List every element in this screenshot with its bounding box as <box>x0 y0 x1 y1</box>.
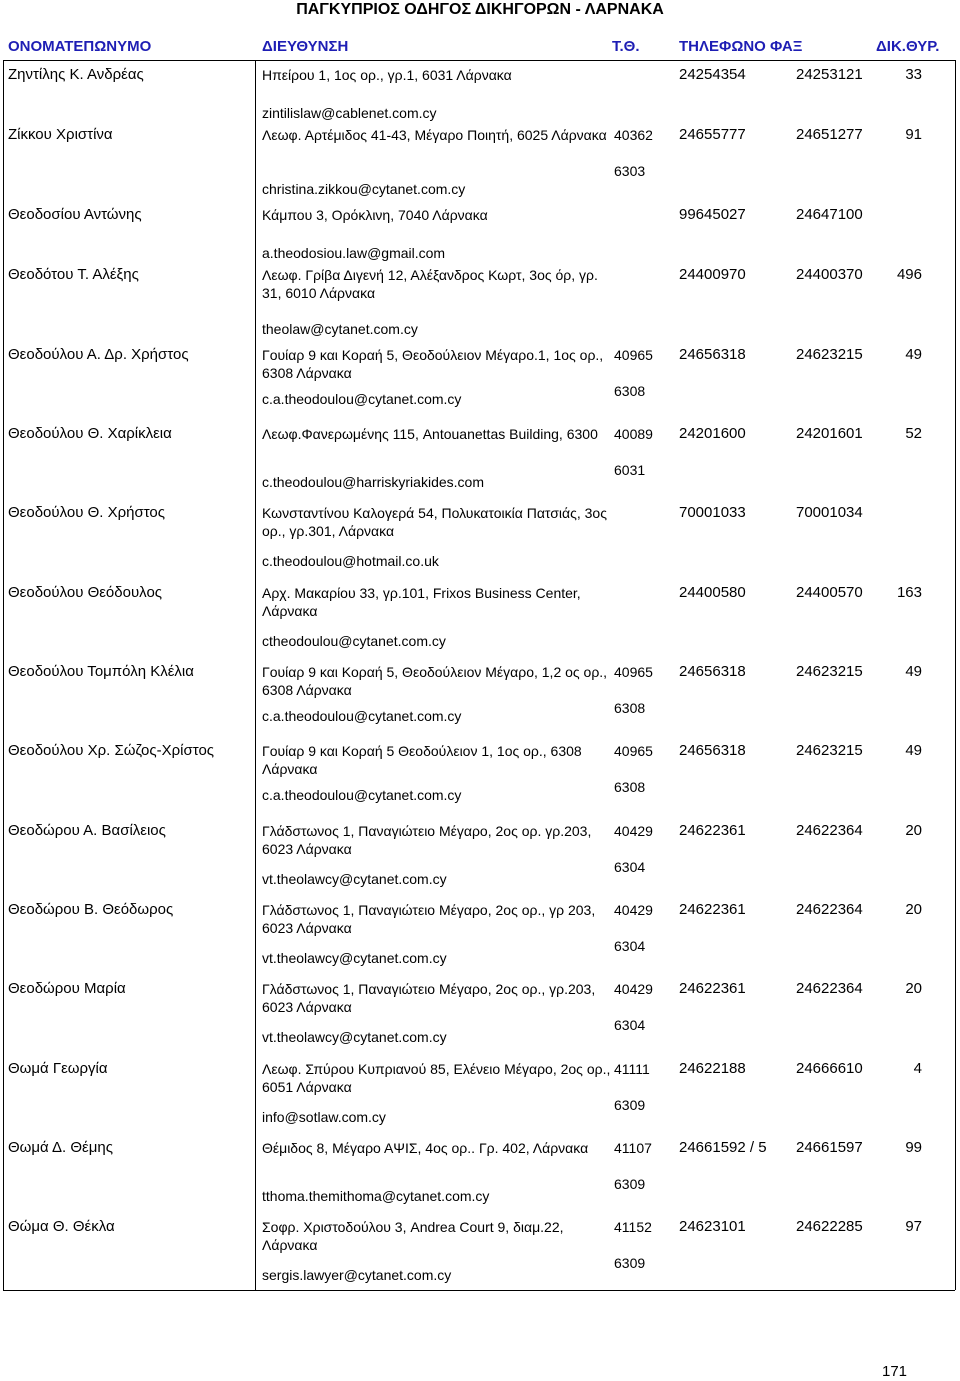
registration-number: 20 <box>905 901 922 918</box>
lawyer-address: Κάμπου 3, Ορόκλινη, 7040 Λάρνακα <box>262 207 488 223</box>
lawyer-email: c.theodoulou@harriskyriakides.com <box>262 474 484 490</box>
po-box: 41152 <box>614 1219 652 1235</box>
po-box: 40429 <box>614 981 653 997</box>
fax: 70001034 <box>796 504 863 521</box>
phone: 24254354 <box>679 66 746 83</box>
lawyer-email: vt.theolawcy@cytanet.com.cy <box>262 1029 447 1045</box>
lawyer-address: Γλάδστωνος 1, Παναγιώτειο Μέγαρο, 2ος ορ., γρ.203, 6023 Λάρνακα <box>262 981 596 1015</box>
page-title: ΠΑΓΚΥΠΡΙΟΣ ΟΔΗΓΟΣ ΔΙΚΗΓΟΡΩΝ - ΛΑΡΝΑΚΑ <box>296 1 664 18</box>
po-box: 41111 <box>614 1061 650 1077</box>
lawyer-email: c.a.theodoulou@cytanet.com.cy <box>262 787 462 803</box>
lawyer-name: Ζηντίλης Κ. Ανδρέας <box>8 66 144 83</box>
fax: 24661597 <box>796 1139 863 1156</box>
registration-number: 49 <box>905 663 922 680</box>
registration-number: 496 <box>896 266 922 283</box>
header-po-box: Τ.Θ. <box>612 38 640 55</box>
fax: 24622364 <box>796 822 863 839</box>
fax: 24622364 <box>796 901 863 918</box>
registration-number: 49 <box>905 742 922 759</box>
po-box-postcode: 6303 <box>614 163 646 179</box>
phone: 70001033 <box>679 504 746 521</box>
lawyer-address: Γλάδστωνος 1, Παναγιώτειο Μέγαρο, 2ος ορ., γρ 203, 6023 Λάρνακα <box>262 902 596 936</box>
lawyer-email: c.theodoulou@hotmail.co.uk <box>262 553 439 569</box>
lawyer-name: Θεοδότου Τ. Αλέξης <box>8 266 139 283</box>
lawyer-address: Γλάδστωνος 1, Παναγιώτειο Μέγαρο, 2ος ορ. γρ.203, 6023 Λάρνακα <box>262 823 592 857</box>
fax: 24622364 <box>796 980 863 997</box>
lawyer-email: vt.theolawcy@cytanet.com.cy <box>262 871 447 887</box>
po-box: 40965 <box>614 347 653 363</box>
fax: 24622285 <box>796 1218 863 1235</box>
fax: 24400370 <box>796 266 863 283</box>
lawyer-address: Λεωφ.Φανερωμένης 115, Antouanettas Building, 6300 <box>262 426 598 442</box>
po-box-postcode: 6309 <box>614 1176 646 1192</box>
lawyer-name: Ζίκκου Χριστίνα <box>8 126 113 143</box>
lawyer-email: tthoma.themithoma@cytanet.com.cy <box>262 1188 490 1204</box>
lawyer-name: Θεοδούλου Α. Δρ. Χρήστος <box>8 346 189 363</box>
phone: 24622361 <box>679 901 746 918</box>
lawyer-email: c.a.theodoulou@cytanet.com.cy <box>262 391 462 407</box>
column-divider <box>255 60 256 1290</box>
lawyer-address: Λεωφ. Αρτέμιδος 41-43, Μέγαρο Ποιητή, 6025 Λάρνακα <box>262 127 607 143</box>
po-box: 40965 <box>614 743 653 759</box>
phone: 24400580 <box>679 584 746 601</box>
lawyer-email: sergis.lawyer@cytanet.com.cy <box>262 1267 452 1283</box>
po-box-postcode: 6304 <box>614 1017 646 1033</box>
lawyer-email: zintilislaw@cablenet.com.cy <box>262 105 437 121</box>
fax: 24666610 <box>796 1060 863 1077</box>
lawyer-name: Θωμά Γεωργία <box>8 1060 108 1077</box>
phone: 24656318 <box>679 742 746 759</box>
lawyer-name: Θεοδούλου Θ. Χρήστος <box>8 504 166 521</box>
lawyer-name: Θεοδώρου Α. Βασίλειος <box>8 822 166 839</box>
po-box-postcode: 6308 <box>614 383 646 399</box>
registration-number: 20 <box>905 822 922 839</box>
header-divider <box>3 60 955 61</box>
lawyer-email: theolaw@cytanet.com.cy <box>262 321 418 337</box>
lawyer-email: a.theodosiou.law@gmail.com <box>262 245 446 261</box>
fax: 24201601 <box>796 425 863 442</box>
lawyer-address: Θέμιδος 8, Μέγαρο ΑΨΙΣ, 4ος ορ.. Γρ. 402, Λάρνακα <box>262 1140 589 1156</box>
lawyer-email: vt.theolawcy@cytanet.com.cy <box>262 950 447 966</box>
registration-number: 52 <box>905 425 922 442</box>
phone: 99645027 <box>679 206 746 223</box>
registration-number: 20 <box>905 980 922 997</box>
lawyer-address: Ηπείρου 1, 1ος ορ., γρ.1, 6031 Λάρνακα <box>262 67 512 83</box>
header-name: ΟΝΟΜΑΤΕΠΩΝΥΜΟ <box>8 38 152 55</box>
phone: 24656318 <box>679 346 746 363</box>
lawyer-email: ctheodoulou@cytanet.com.cy <box>262 633 446 649</box>
lawyer-name: Θεοδούλου Θ. Χαρίκλεια <box>8 425 172 442</box>
fax: 24400570 <box>796 584 863 601</box>
lawyer-address: Αρχ. Μακαρίου 33, γρ.101, Frixos Business Center, Λάρνακα <box>262 585 581 619</box>
lawyer-address: Λεωφ. Γρίβα Διγενή 12, Αλέξανδρος Κωρτ, 3ος όρ, γρ. 31, 6010 Λάρνακα <box>262 267 598 301</box>
po-box: 41107 <box>614 1140 652 1156</box>
fax: 24623215 <box>796 346 863 363</box>
po-box: 40089 <box>614 426 653 442</box>
po-box-postcode: 6308 <box>614 779 646 795</box>
lawyer-name: Θεοδώρου Β. Θεόδωρος <box>8 901 174 918</box>
header-phone-fax: ΤΗΛΕΦΩΝΟ ΦΑΞ <box>679 38 803 55</box>
registration-number: 4 <box>913 1060 922 1077</box>
po-box: 40429 <box>614 823 653 839</box>
po-box: 40965 <box>614 664 653 680</box>
po-box-postcode: 6308 <box>614 700 646 716</box>
table-left-border <box>3 60 4 1290</box>
fax: 24623215 <box>796 742 863 759</box>
po-box-postcode: 6309 <box>614 1255 646 1271</box>
po-box-postcode: 6304 <box>614 938 646 954</box>
lawyer-name: Θεοδώρου Μαρία <box>8 980 126 997</box>
header-reg-no: ΔΙΚ.ΘΥΡ. <box>876 38 940 55</box>
header-address: ΔΙΕΥΘΥΝΣΗ <box>262 38 349 55</box>
lawyer-address: Λεωφ. Σπύρου Κυπριανού 85, Ελένειο Μέγαρο, 2ος ορ., 6051 Λάρνακα <box>262 1061 611 1095</box>
lawyer-name: Θώμα Θ. Θέκλα <box>8 1218 115 1235</box>
po-box-postcode: 6304 <box>614 859 646 875</box>
registration-number: 99 <box>905 1139 922 1156</box>
registration-number: 97 <box>905 1218 922 1235</box>
phone: 24201600 <box>679 425 746 442</box>
po-box-postcode: 6031 <box>614 462 646 478</box>
registration-number: 91 <box>905 126 922 143</box>
lawyer-address: Σοφρ. Χριστοδούλου 3, Andrea Court 9, διαμ.22, Λάρνακα <box>262 1219 564 1253</box>
phone: 24661592 / 5 <box>679 1139 767 1156</box>
lawyer-name: Θεοδούλου Τομπόλη Κλέλια <box>8 663 194 680</box>
phone: 24622361 <box>679 822 746 839</box>
fax: 24647100 <box>796 206 863 223</box>
lawyer-address: Γουίαρ 9 και Κοραή 5, Θεοδούλειον Μέγαρο.1, 1ος ορ., 6308 Λάρνακα <box>262 347 604 381</box>
po-box: 40429 <box>614 902 653 918</box>
phone: 24623101 <box>679 1218 746 1235</box>
lawyer-address: Γουίαρ 9 και Κοραή 5, Θεοδούλειον Μέγαρο, 1,2 ος ορ., 6308 Λάρνακα <box>262 664 608 698</box>
phone: 24622188 <box>679 1060 746 1077</box>
lawyer-name: Θεοδοσίου Αντώνης <box>8 206 142 223</box>
phone: 24622361 <box>679 980 746 997</box>
lawyer-name: Θωμά Δ. Θέμης <box>8 1139 113 1156</box>
lawyer-email: c.a.theodoulou@cytanet.com.cy <box>262 708 462 724</box>
fax: 24253121 <box>796 66 863 83</box>
registration-number: 163 <box>896 584 922 601</box>
table-right-border <box>955 60 956 1290</box>
fax: 24651277 <box>796 126 863 143</box>
phone: 24655777 <box>679 126 746 143</box>
fax: 24623215 <box>796 663 863 680</box>
lawyer-email: christina.zikkou@cytanet.com.cy <box>262 181 466 197</box>
lawyer-address: Γουίαρ 9 και Κοραή 5 Θεοδούλειον 1, 1ος ορ., 6308 Λάρνακα <box>262 743 582 777</box>
lawyer-address: Κωνσταντίνου Καλογερά 54, Πολυκατοικία Πατσιάς, 3ος ορ., γρ.301, Λάρνακα <box>262 505 607 539</box>
po-box: 40362 <box>614 127 653 143</box>
lawyer-email: info@sotlaw.com.cy <box>262 1109 386 1125</box>
phone: 24400970 <box>679 266 746 283</box>
phone: 24656318 <box>679 663 746 680</box>
lawyer-name: Θεοδούλου Χρ. Σώζος-Χρίστος <box>8 742 215 759</box>
lawyer-name: Θεοδούλου Θεόδουλος <box>8 584 163 601</box>
po-box-postcode: 6309 <box>614 1097 646 1113</box>
page-number: 171 <box>882 1363 908 1380</box>
table-bottom-border <box>3 1290 955 1291</box>
registration-number: 49 <box>905 346 922 363</box>
registration-number: 33 <box>905 66 922 83</box>
